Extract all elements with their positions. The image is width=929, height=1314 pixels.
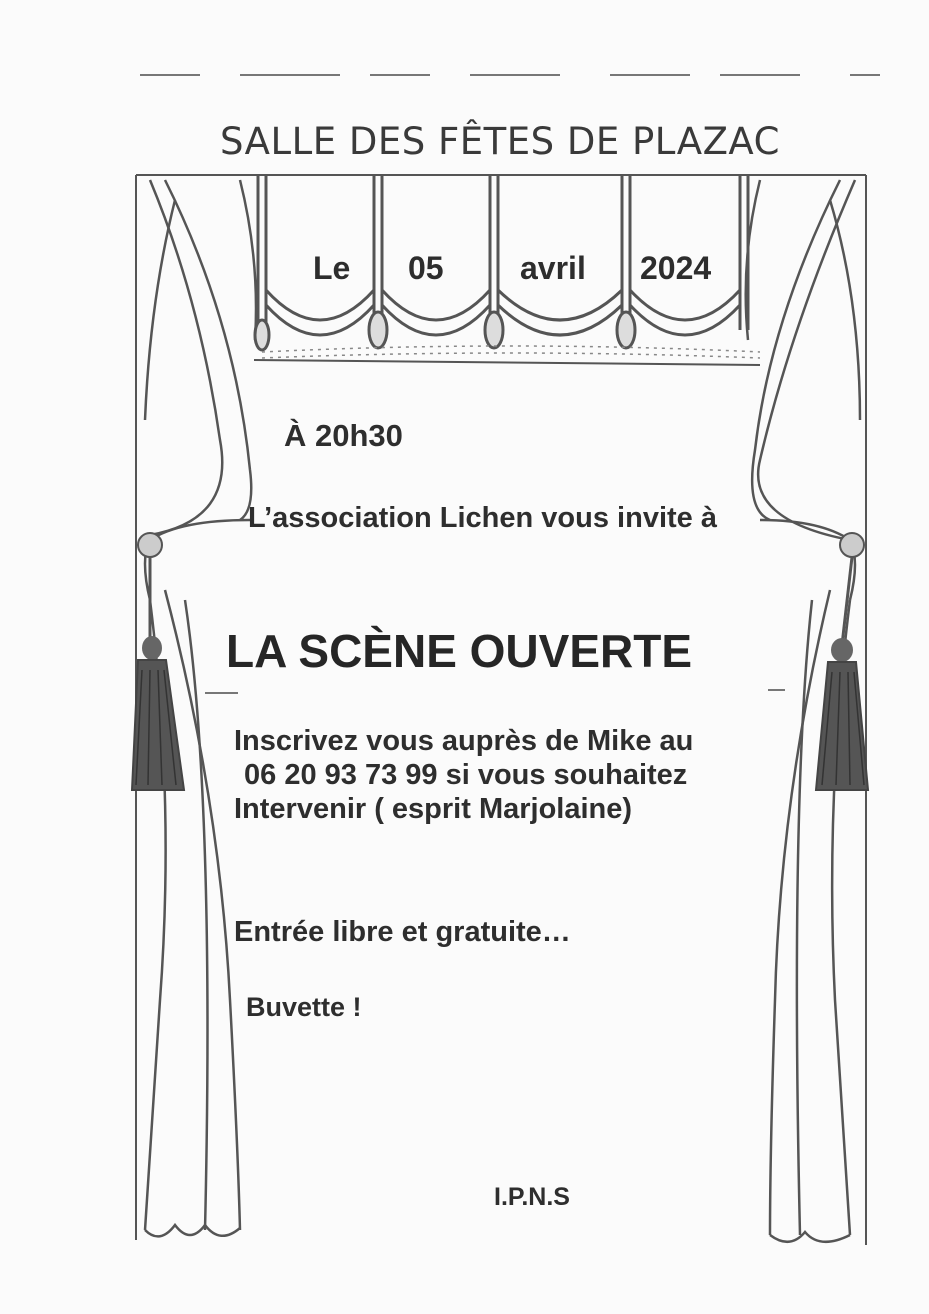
ipns-footer: I.P.N.S: [494, 1183, 570, 1211]
right-tassel-icon: [816, 533, 868, 790]
venue-heading: SALLE DES FÊTES DE PLAZAC: [220, 120, 780, 163]
registration-line-1: Inscrivez vous auprès de Mike au: [234, 725, 694, 757]
date-year: 2024: [640, 250, 712, 286]
bar-info: Buvette !: [246, 992, 362, 1022]
stage-marks: [205, 690, 785, 693]
date-day: 05: [408, 250, 444, 286]
entry-info: Entrée libre et gratuite…: [234, 916, 571, 948]
registration-line-3: Intervenir ( esprit Marjolaine): [234, 793, 633, 825]
date-le: Le: [313, 250, 351, 286]
date-month: avril: [520, 250, 586, 286]
registration-phone-line: 06 20 93 73 99 si vous souhaitez: [244, 759, 688, 791]
left-tassel-icon: [132, 533, 184, 790]
event-time: À 20h30: [284, 418, 403, 453]
valance-fringe: [262, 346, 760, 358]
invitation-line: L’association Lichen vous invite à: [248, 502, 717, 534]
event-title: LA SCÈNE OUVERTE: [226, 625, 693, 677]
